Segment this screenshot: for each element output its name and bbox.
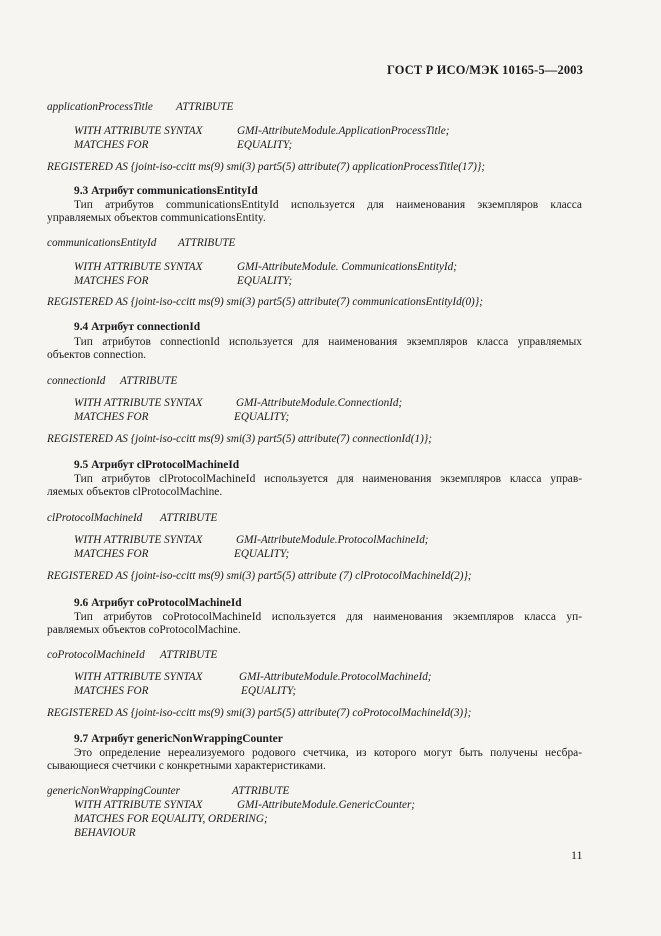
section-desc-line: объектов connection. — [47, 349, 147, 361]
syntax-keyword: WITH ATTRIBUTE SYNTAX — [74, 671, 203, 683]
page-header-title: ГОСТ Р ИСО/МЭК 10165-5—2003 — [387, 63, 584, 77]
syntax-value: GMI-AttributeModule.ProtocolMachineId; — [236, 534, 429, 546]
section-heading: 9.5 Атрибут clProtocolMachineId — [74, 459, 240, 471]
attr-name: coProtocolMachineId — [47, 649, 145, 661]
matches-keyword: MATCHES FOR — [74, 275, 149, 287]
attr-name: communicationsEntityId — [47, 237, 157, 249]
behaviour-keyword: BEHAVIOUR — [74, 827, 136, 839]
section-desc-line: Тип атрибутов communicationsEntityId используется для наименования экземпляров класса — [74, 199, 582, 211]
syntax-keyword: WITH ATTRIBUTE SYNTAX — [74, 799, 203, 811]
matches-value: EQUALITY; — [234, 411, 290, 423]
syntax-value: GMI-AttributeModule.ConnectionId; — [236, 397, 403, 409]
matches-value: EQUALITY; — [234, 548, 290, 560]
section-heading: 9.4 Атрибут connectionId — [74, 321, 201, 333]
matches-value: EQUALITY; — [237, 275, 293, 287]
matches-keyword: MATCHES FOR — [74, 685, 149, 697]
registered-as: REGISTERED AS {joint-iso-ccitt ms(9) smi(3) part5(5) attribute(7) applicationProcessTitle(17)}; — [47, 161, 486, 173]
matches-value: EQUALITY; — [237, 139, 293, 151]
registered-as: REGISTERED AS {joint-iso-ccitt ms(9) smi(3) part5(5) attribute (7) clProtocolMachineId(2)}; — [47, 570, 472, 582]
section-desc-line: сывающиеся счетчики с конкретными характеристиками. — [47, 760, 326, 772]
section-desc-line: равляемых объектов coProtocolMachine. — [47, 624, 241, 636]
attr-name: clProtocolMachineId — [47, 512, 143, 524]
section-heading: 9.6 Атрибут coProtocolMachineId — [74, 597, 242, 609]
syntax-keyword: WITH ATTRIBUTE SYNTAX — [74, 261, 203, 273]
attr-keyword: ATTRIBUTE — [176, 101, 234, 113]
matches-value: EQUALITY; — [241, 685, 297, 697]
matches-keyword: MATCHES FOR — [74, 411, 149, 423]
section-desc-line: Это определение нереализуемого родового счетчика, из которого могут быть получены несбра- — [74, 747, 582, 759]
section-desc-line: управляемых объектов communicationsEntity. — [47, 212, 266, 224]
registered-as: REGISTERED AS {joint-iso-ccitt ms(9) smi(3) part5(5) attribute(7) connectionId(1)}; — [47, 433, 432, 445]
attr-keyword: ATTRIBUTE — [160, 512, 218, 524]
syntax-value: GMI-AttributeModule. CommunicationsEntityId; — [237, 261, 457, 273]
syntax-keyword: WITH ATTRIBUTE SYNTAX — [74, 125, 203, 137]
registered-as: REGISTERED AS {joint-iso-ccitt ms(9) smi(3) part5(5) attribute(7) coProtocolMachineId(3)}; — [47, 707, 472, 719]
attr-name: connectionId — [47, 375, 106, 387]
attr-keyword: ATTRIBUTE — [178, 237, 236, 249]
attr-name: applicationProcessTitle — [47, 101, 153, 113]
attr-keyword: ATTRIBUTE — [120, 375, 178, 387]
attr-name: genericNonWrappingCounter — [47, 785, 180, 797]
syntax-value: GMI-AttributeModule.GenericCounter; — [237, 799, 416, 811]
syntax-keyword: WITH ATTRIBUTE SYNTAX — [74, 534, 203, 546]
section-heading: 9.3 Атрибут communicationsEntityId — [74, 185, 258, 197]
syntax-keyword: WITH ATTRIBUTE SYNTAX — [74, 397, 203, 409]
attr-keyword: ATTRIBUTE — [232, 785, 290, 797]
attr-keyword: ATTRIBUTE — [160, 649, 218, 661]
page-number: 11 — [571, 848, 583, 862]
section-desc-line: Тип атрибутов connectionId используется для наименования экземпляров класса управляемых — [74, 336, 582, 348]
section-desc-line: Тип атрибутов coProtocolMachineId используется для наименования экземпляров класса уп- — [74, 611, 582, 623]
syntax-value: GMI-AttributeModule.ProtocolMachineId; — [239, 671, 432, 683]
matches-keyword: MATCHES FOR — [74, 548, 149, 560]
syntax-value: GMI-AttributeModule.ApplicationProcessTitle; — [237, 125, 450, 137]
matches-keyword: MATCHES FOR — [74, 139, 149, 151]
registered-as: REGISTERED AS {joint-iso-ccitt ms(9) smi(3) part5(5) attribute(7) communicationsEntityId(0)}; — [47, 296, 483, 308]
section-desc-line: Тип атрибутов clProtocolMachineId используется для наименования экземпляров класса управ- — [74, 473, 582, 485]
matches-keyword: MATCHES FOR EQUALITY, ORDERING; — [74, 813, 268, 825]
section-heading: 9.7 Атрибут genericNonWrappingCounter — [74, 733, 283, 745]
section-desc-line: ляемых объектов clProtocolMachine. — [47, 486, 223, 498]
